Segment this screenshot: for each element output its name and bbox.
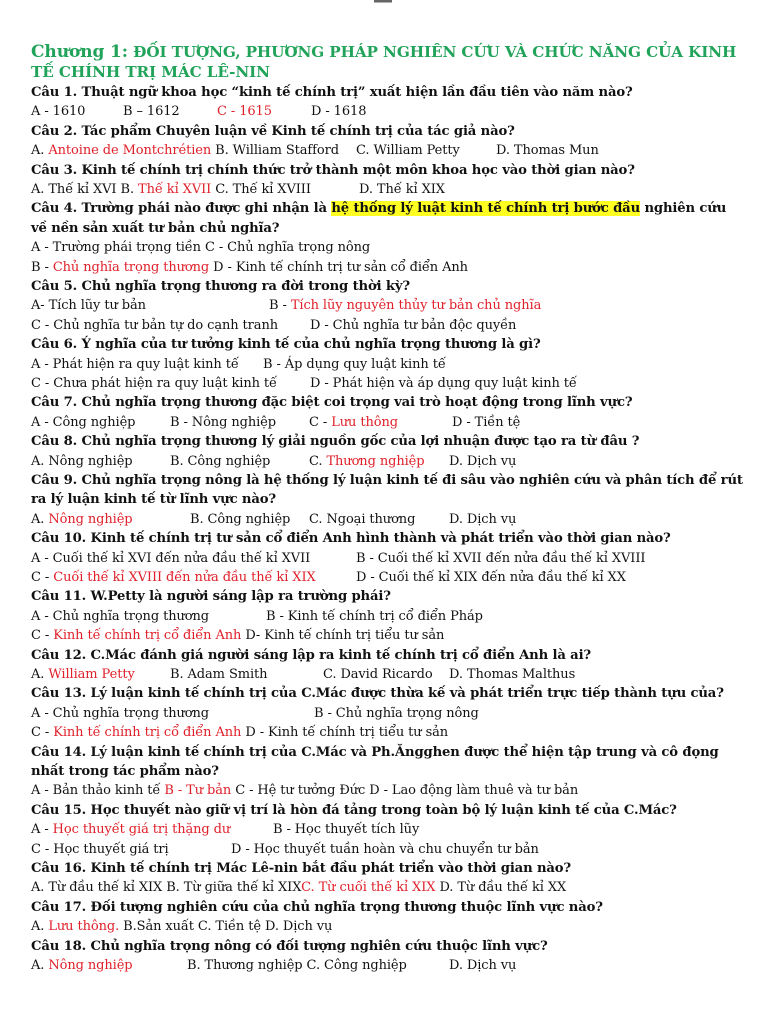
answer-option: A. Lưu thông. B.Sản xuất C. Tiền tệ D. Dịch vụ: [31, 919, 333, 935]
answer-row: [31, 355, 743, 374]
answer-option: B - Cuối thế kỉ XVII đến nửa đầu thế kỉ XVIII: [356, 550, 646, 566]
answer-correct-text: Nông nghiệp: [48, 511, 133, 527]
answer-option-text: C. Thế kỉ XVIII: [211, 182, 311, 197]
question-text: Câu 8. Chủ nghĩa trọng thương lý giải nguồn gốc của lợi nhuận được tạo ra từ đâu ?: [31, 434, 640, 450]
answer-option-text: C - Hệ tư tưởng Đức D - Lao động làm thuê và tư bản: [231, 783, 579, 799]
answer-option-text: D. Từ đầu thế kỉ XX: [435, 880, 567, 896]
answer-option: A - Bản thảo kinh tế B - Tư bản C - Hệ tư tưởng Đức D - Lao động làm thuê và tư bản: [31, 783, 579, 799]
answer-correct-text: William Petty: [48, 666, 135, 682]
question-block: [31, 529, 743, 587]
question-text: Câu 18. Chủ nghĩa trọng nông có đối tượng nghiên cứu thuộc lĩnh vực?: [31, 938, 548, 954]
question-text-tail: nghiên cứu về nền sản xuất tư bản chủ nghĩa?: [31, 201, 727, 236]
answer-option: B – 1612: [123, 104, 180, 120]
answer-option: D. Thế kỉ XIX: [359, 182, 445, 197]
answer-correct-text: Cuối thế kỉ XVIII đến nửa đầu thế kỉ XIX: [53, 569, 316, 585]
answer-option: A. Nông nghiệp: [31, 957, 133, 973]
answer-row: [31, 568, 743, 587]
answer-option: B - Học thuyết tích lũy: [273, 822, 420, 838]
question-text: Câu 17. Đối tượng nghiên cứu của chủ nghĩa trọng thương thuộc lĩnh vực nào?: [31, 899, 603, 915]
answer-row: [31, 665, 743, 684]
question-block: [31, 122, 743, 161]
question-text: Câu 3. Kinh tế chính trị chính thức trở thành một môn khoa học vào thời gian nào?: [31, 162, 635, 178]
question-text: Câu 13. Lý luận kinh tế chính trị của C.Mác được thừa kế và phát triển trực tiếp thành tựu của?: [31, 686, 724, 702]
question-text: Câu 9. Chủ nghĩa trọng nông là hệ thống lý luận kinh tế đi sâu vào nghiên cứu và phân tích để rút ra lý luận kinh tế từ lĩnh vực nào?: [31, 472, 743, 508]
answer-option: D - Cuối thế kỉ XIX đến nửa đầu thế kỉ XX: [356, 569, 626, 585]
question-block: [31, 859, 743, 898]
answer-option: A. William Petty: [31, 666, 135, 682]
question-block: [31, 393, 743, 432]
answer-option: D. Thomas Mun: [496, 143, 599, 159]
answer-row: [31, 296, 743, 315]
answer-row: [31, 510, 743, 529]
answer-option: D. Dịch vụ: [449, 453, 517, 469]
question-block: [31, 684, 743, 742]
question-block: [31, 801, 743, 859]
answer-option: C. Thương nghiệp: [309, 453, 425, 469]
answer-option-text: D - Kinh tế chính trị tiểu tư sản: [241, 725, 449, 741]
answer-option-text: B.Sản xuất C. Tiền tệ D. Dịch vụ: [119, 919, 333, 935]
question-block: [31, 587, 743, 645]
answer-row: [31, 840, 743, 859]
answer-row: [31, 141, 743, 160]
answer-option: A. Antoine de Montchrétien B. William Stafford: [31, 143, 339, 159]
answer-option-text: D- Kinh tế chính trị tiểu tư sản: [241, 628, 445, 644]
answer-correct-text: B - Tư bản: [164, 783, 232, 799]
answer-option: A - 1610: [31, 104, 86, 120]
answer-row: [31, 316, 743, 335]
answer-option: C - Lưu thông: [309, 414, 398, 430]
question-block: [31, 743, 743, 801]
answer-option: A. Từ đầu thế kỉ XIX B. Từ giữa thế kỉ XIXC. Từ cuối thế kỉ XIX D. Từ đầu thế kỉ XX: [31, 880, 567, 896]
question-list: [31, 83, 743, 975]
question-block: [31, 471, 743, 529]
document-page: [31, 42, 743, 975]
answer-option: D. Dịch vụ: [449, 511, 517, 527]
answer-correct-text: Kinh tế chính trị cổ điển Anh: [53, 725, 242, 741]
answer-option: D - 1618: [311, 104, 367, 120]
question-text-lead: Câu 4. Trường phái nào được ghi nhận là: [31, 201, 332, 217]
question-block: [31, 199, 743, 277]
question-text: Câu 14. Lý luận kinh tế chính trị của C.Mác và Ph.Ăngghen được thể hiện tập trung và cô đọng nhất trong tác phẩm nào?: [31, 744, 719, 779]
answer-row: [31, 413, 743, 432]
answer-option-correct: C - 1615: [217, 104, 272, 120]
answer-option: A. Nông nghiệp: [31, 453, 133, 469]
answer-option: A - Công nghiệp: [31, 414, 136, 430]
answer-row: [31, 549, 743, 568]
answer-option: B. Adam Smith: [170, 666, 268, 682]
answer-option: B - Kinh tế chính trị cổ điển Pháp: [266, 608, 483, 624]
answer-option: A. Nông nghiệp: [31, 511, 133, 527]
answer-option: D - Tiền tệ: [452, 414, 521, 430]
answer-correct-text: Thương nghiệp: [326, 453, 425, 469]
answer-option: A - Chủ nghĩa trọng thương: [31, 705, 209, 721]
answer-option: C - Kinh tế chính trị cổ điển Anh D - Kinh tế chính trị tiểu tư sản: [31, 725, 449, 741]
answer-option: D - Phát hiện và áp dụng quy luật kinh tế: [310, 375, 577, 391]
question-block: [31, 277, 743, 335]
answer-row: [31, 102, 743, 121]
answer-row: [31, 238, 743, 257]
chapter-title: ĐỐI TƯỢNG, PHƯƠNG PHÁP NGHIÊN CỨU VÀ CHỨC NĂNG CỦA KINH TẾ CHÍNH TRỊ MÁC LÊ-NIN: [31, 43, 737, 81]
question-block: [31, 646, 743, 685]
question-text: [31, 199, 743, 238]
answer-option: A - Cuối thế kỉ XVI đến nửa đầu thế kỉ XVII: [31, 550, 311, 566]
question-text: Câu 6. Ý nghĩa của tư tưởng kinh tế của chủ nghĩa trọng thương là gì?: [31, 337, 541, 353]
answer-option: A- Tích lũy tư bản: [31, 298, 146, 314]
question-text: Câu 2. Tác phẩm Chuyên luận về Kinh tế chính trị của tác giả nào?: [31, 123, 515, 139]
answer-option: A - Phát hiện ra quy luật kinh tế: [31, 356, 239, 372]
answer-option: C - Cuối thế kỉ XVIII đến nửa đầu thế kỉ XIX: [31, 569, 316, 585]
answer-row: [31, 781, 743, 800]
question-text: Câu 10. Kinh tế chính trị tư sản cổ điển Anh hình thành và phát triển vào thời gian nào?: [31, 531, 671, 547]
answer-option: D - Học thuyết tuần hoàn và chu chuyển tư bản: [231, 841, 539, 857]
question-text: Câu 12. C.Mác đánh giá người sáng lập ra kinh tế chính trị cổ điển Anh là ai?: [31, 647, 592, 663]
answer-correct-text: Kinh tế chính trị cổ điển Anh: [53, 628, 242, 644]
answer-row: [31, 878, 743, 897]
answer-row: [31, 956, 743, 975]
answer-row: [31, 374, 743, 393]
answer-row: [31, 704, 743, 723]
answer-option: C - Kinh tế chính trị cổ điển Anh D- Kinh tế chính trị tiểu tư sản: [31, 628, 445, 644]
question-text: Câu 7. Chủ nghĩa trọng thương đặc biệt coi trọng vai trò hoạt động trong lĩnh vực?: [31, 395, 633, 411]
answer-row: [31, 452, 743, 471]
question-text: Câu 11. W.Petty là người sáng lập ra trường phái?: [31, 589, 391, 605]
answer-correct-text: C. Từ cuối thế kỉ XIX: [301, 880, 436, 896]
answer-option: D. Dịch vụ: [449, 957, 517, 973]
chapter-heading: [31, 42, 743, 82]
answer-row: [31, 723, 743, 742]
answer-option: D. Thomas Malthus: [449, 666, 576, 682]
page-top-mark: [372, 0, 394, 4]
answer-option-text: B. William Stafford: [211, 143, 339, 159]
answer-row: [31, 607, 743, 626]
answer-option: B - Tích lũy nguyên thủy tư bản chủ nghĩa: [269, 298, 542, 314]
answer-option: B - Nông nghiệp: [170, 414, 276, 430]
answer-correct-text: Học thuyết giá trị thặng dư: [52, 822, 231, 838]
chapter-number: Chương 1:: [31, 42, 128, 62]
answer-correct-text: Chủ nghĩa trọng thương: [52, 259, 210, 275]
question-block: [31, 898, 743, 937]
answer-correct-text: Lưu thông.: [48, 919, 120, 935]
answer-option: B. Công nghiệp: [170, 453, 271, 469]
highlighted-phrase: hệ thống lý luật kinh tế chính trị bước đầu: [331, 201, 641, 217]
answer-option: C. Ngoại thương: [309, 511, 416, 527]
answer-option: A - Chủ nghĩa trọng thương: [31, 608, 209, 624]
answer-option: B - Chủ nghĩa trọng nông: [314, 705, 479, 721]
question-block: [31, 83, 743, 122]
answer-option: C - Học thuyết giá trị: [31, 841, 169, 857]
answer-correct-text: Thế kỉ XVII: [138, 182, 212, 197]
answer-row: [31, 820, 743, 839]
answer-row: [31, 626, 743, 645]
answer-option: A - Trường phái trọng tiền C - Chủ nghĩa trọng nông: [31, 240, 371, 256]
answer-option: B - Chủ nghĩa trọng thương D - Kinh tế chính trị tư sản cổ điển Anh: [31, 259, 468, 275]
answer-option: A. Thế kỉ XVI B. Thế kỉ XVII C. Thế kỉ XVIII: [31, 182, 311, 197]
answer-option: B. Công nghiệp: [190, 511, 291, 527]
question-text: Câu 16. Kinh tế chính trị Mác Lê-nin bắt đầu phát triển vào thời gian nào?: [31, 860, 572, 876]
answer-option: C - Chưa phát hiện ra quy luật kinh tế: [31, 375, 277, 391]
question-block: [31, 335, 743, 393]
answer-option: B. Thương nghiệp C. Công nghiệp: [187, 957, 407, 973]
answer-row: [31, 180, 743, 199]
answer-option: B - Áp dụng quy luật kinh tế: [263, 356, 446, 372]
answer-option: C - Chủ nghĩa tư bản tự do cạnh tranh: [31, 317, 278, 333]
question-block: [31, 432, 743, 471]
answer-option-text: D - Kinh tế chính trị tư sản cổ điển Anh: [209, 259, 468, 275]
answer-option: A - Học thuyết giá trị thặng dư: [31, 822, 231, 838]
answer-correct-text: Tích lũy nguyên thủy tư bản chủ nghĩa: [290, 298, 542, 314]
answer-correct-text: Antoine de Montchrétien: [48, 143, 212, 159]
answer-option: D - Chủ nghĩa tư bản độc quyền: [310, 317, 517, 333]
answer-row: [31, 917, 743, 936]
question-text: Câu 15. Học thuyết nào giữ vị trí là hòn đá tảng trong toàn bộ lý luận kinh tế của C.Mác?: [31, 802, 677, 818]
question-block: [31, 161, 743, 200]
answer-option: C. David Ricardo: [323, 666, 433, 682]
answer-correct-text: Nông nghiệp: [48, 957, 133, 973]
answer-correct-text: Lưu thông: [331, 414, 398, 430]
question-block: [31, 937, 743, 976]
answer-row: [31, 258, 743, 277]
answer-option: C. William Petty: [356, 143, 460, 159]
question-text: Câu 1. Thuật ngữ khoa học “kinh tế chính trị” xuất hiện lần đầu tiên vào năm nào?: [31, 85, 633, 100]
question-text: Câu 5. Chủ nghĩa trọng thương ra đời trong thời kỳ?: [31, 278, 410, 294]
